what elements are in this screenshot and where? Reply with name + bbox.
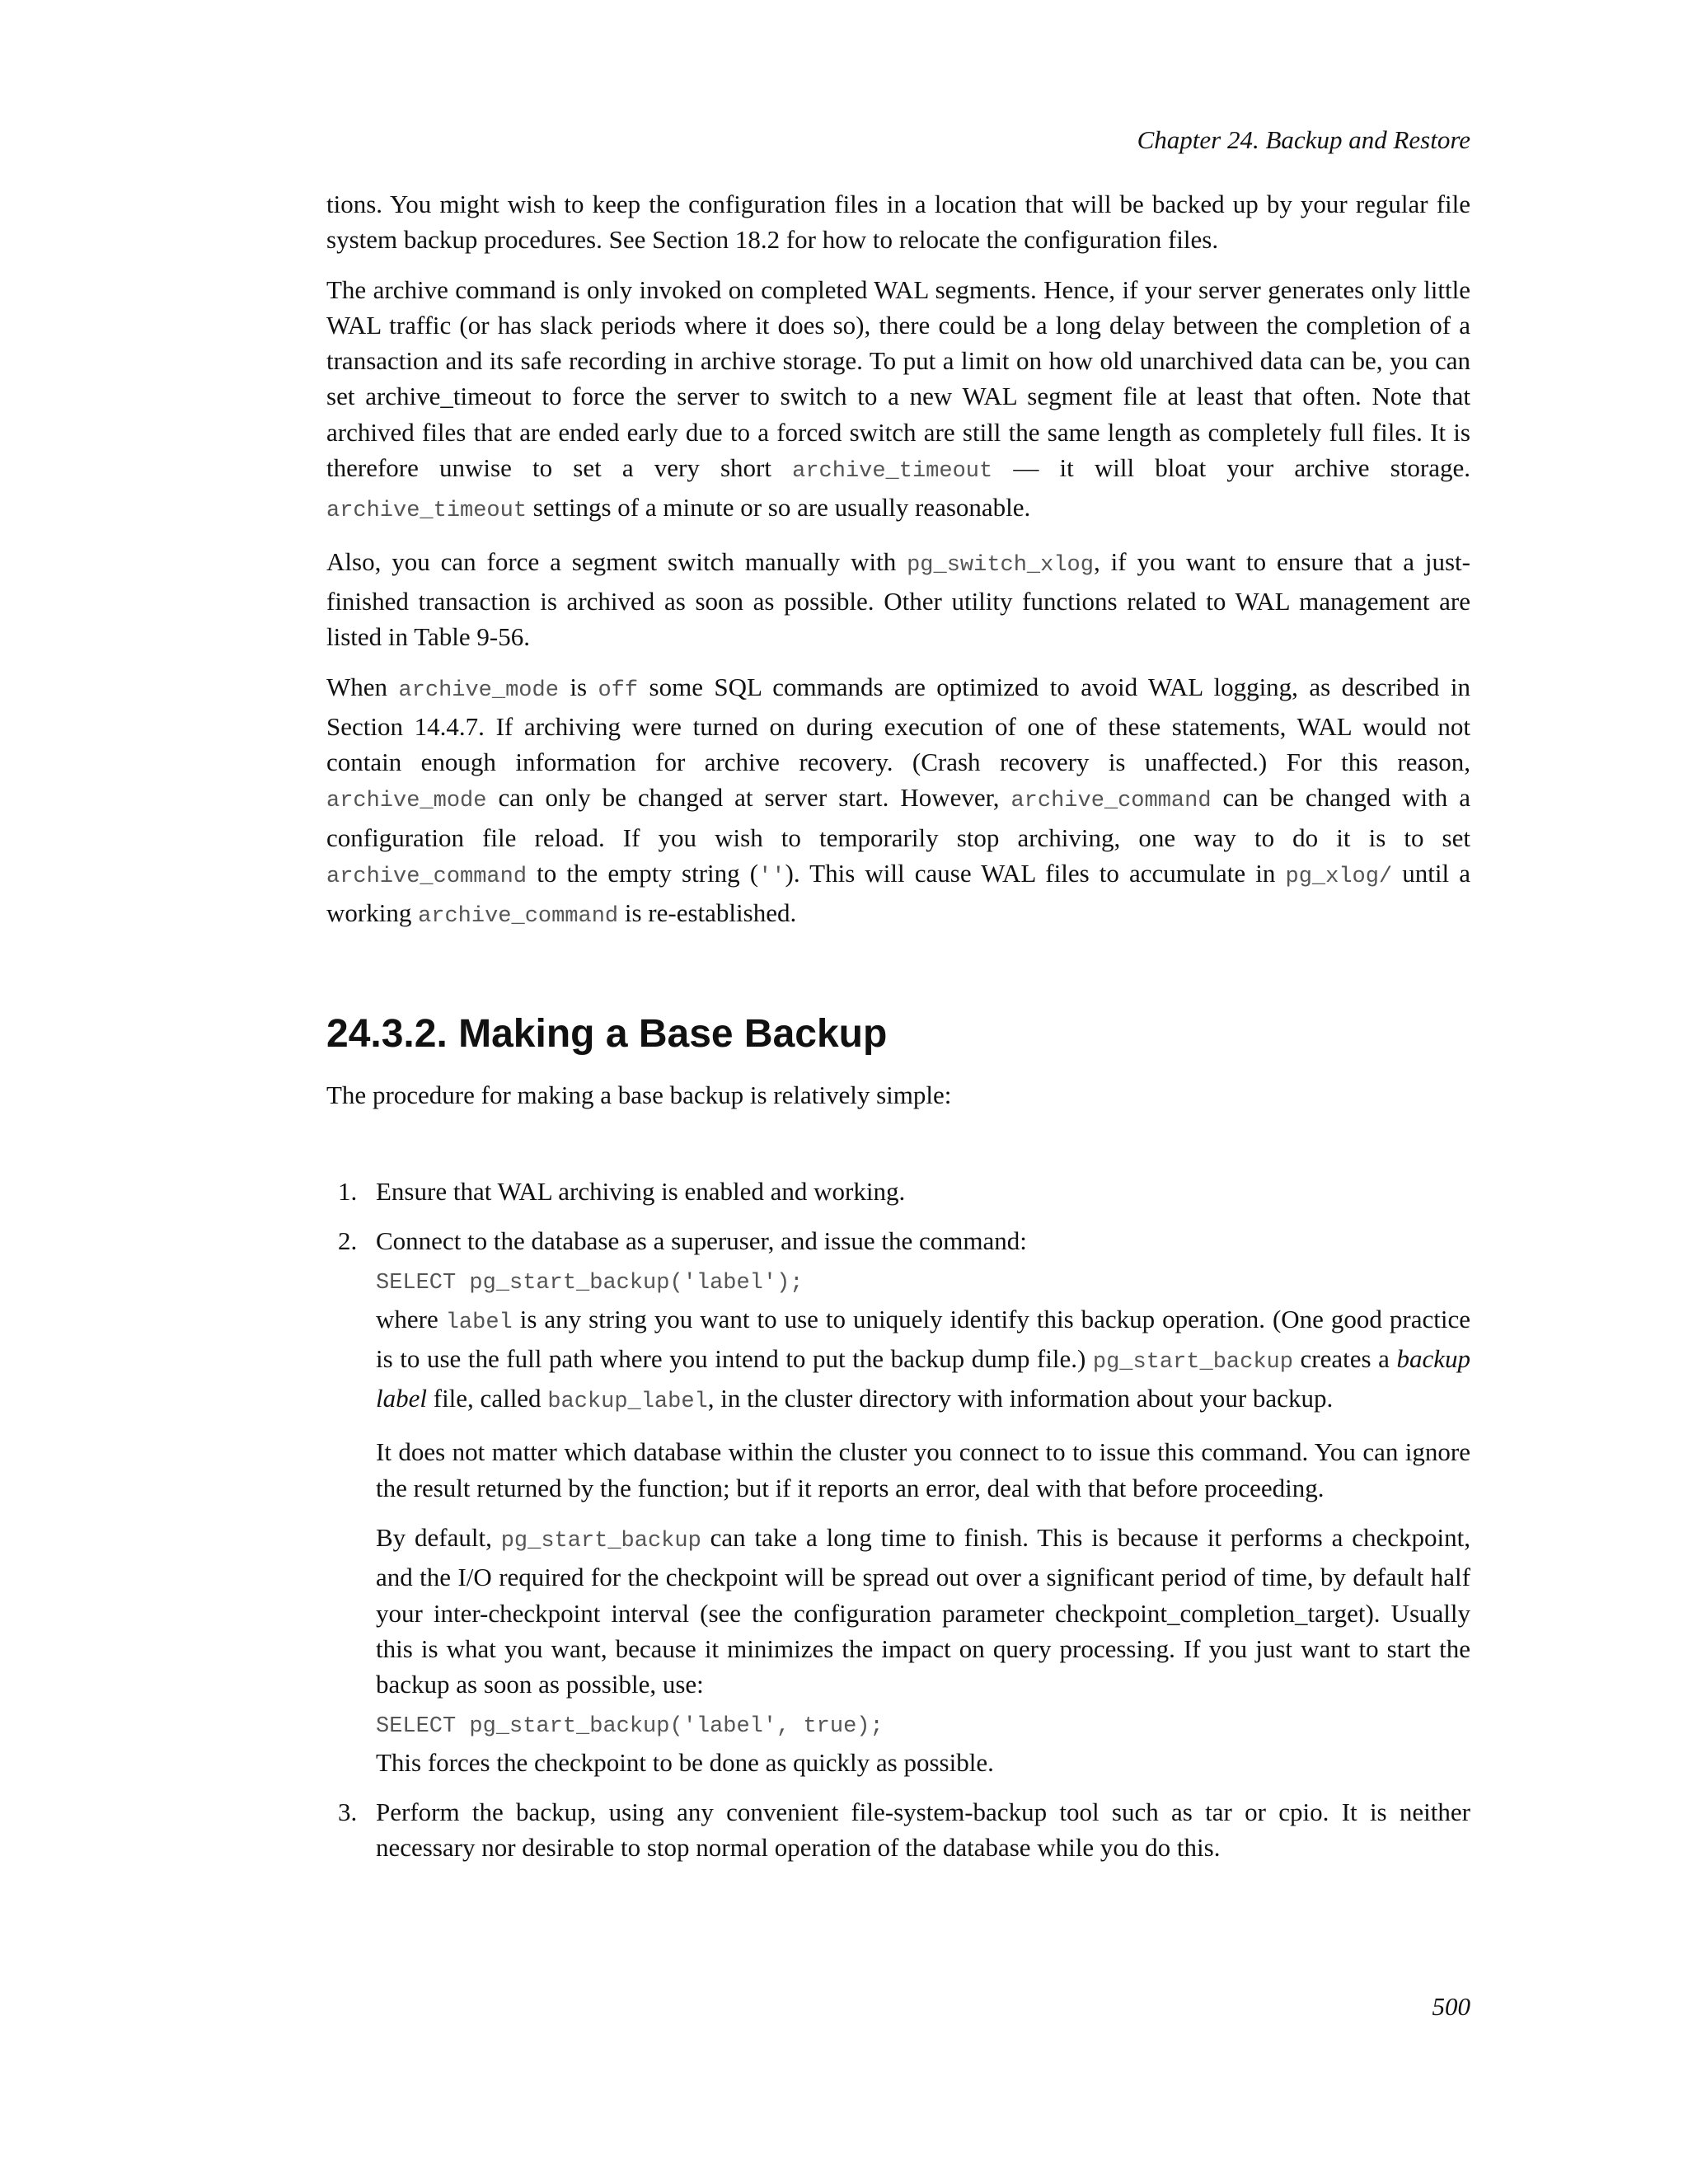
text-run: to the empty string ( bbox=[527, 859, 759, 888]
code-archive-mode: archive_mode bbox=[326, 789, 487, 814]
page-number: 500 bbox=[1432, 1992, 1470, 2021]
paragraph-config-files: tions. You might wish to keep the configuration files in a location that will be backed up by your regular file system backup procedures. See Section 18.2 for how to relocate the configuration files. bbox=[326, 190, 1470, 255]
text-run: file, called bbox=[427, 1384, 548, 1413]
text-run: is re-established. bbox=[618, 898, 797, 928]
list-item-step-1 bbox=[326, 1174, 1470, 1209]
text-run: The archive command is only invoked on completed WAL segments. Hence, if your server generates only little WAL traffic (or has slack periods where it does so), there could be a long delay between the completion of a transaction and its safe recording in archive storage. To put a limit on how old unarchived data can be, you can set archive_timeout to force the server to switch to a new WAL segment file at least that often. Note that archived files that are ended early due to a forced switch are still the same length as completely full files. It is therefore unwise to set a very short bbox=[326, 274, 1470, 483]
text-run: By default, bbox=[376, 1523, 501, 1553]
code-archive-timeout: archive_timeout bbox=[792, 459, 993, 485]
paragraph-checkpoint bbox=[376, 1520, 1470, 1702]
step-number: 2. bbox=[338, 1226, 358, 1256]
code-backup-label: backup_label bbox=[547, 1390, 708, 1415]
text-run: settings of a minute or so are usually reasonable. bbox=[527, 493, 1031, 523]
code-pg-start-backup: pg_start_backup bbox=[1092, 1349, 1293, 1375]
paragraph-segment-switch bbox=[326, 544, 1470, 655]
code-archive-mode: archive_mode bbox=[398, 677, 559, 703]
text-run: can only be changed at server start. However, bbox=[486, 783, 1011, 813]
text-run: is any string you want to use to uniquely identify this backup operation. (One good practice is to use the full path where you intend to put the backup dump file.) bbox=[376, 1304, 1470, 1373]
text-run: can be changed with a configuration file reload. If you wish to temporarily stop archiving, one way to do it is to set bbox=[326, 783, 1470, 852]
code-block-start-backup-fast: SELECT pg_start_backup('label', true); bbox=[376, 1713, 884, 1739]
text-run: where bbox=[376, 1304, 446, 1333]
paragraph-archive-timeout bbox=[326, 272, 1470, 530]
step-text: Perform the backup, using any convenient file-system-backup tool such as tar or cpio. It is neither necessary nor desirable to stop normal operation of the database while you do this. bbox=[376, 1797, 1470, 1863]
text-run: some SQL commands are optimized to avoid WAL logging, as described in Section 14.4.7. If archiving were turned on during execution of one of these statements, WAL would not contain enough information for archive recovery. (Crash recovery is unaffected.) For this reason, bbox=[326, 672, 1470, 777]
code-pg-xlog: pg_xlog/ bbox=[1285, 865, 1393, 890]
paragraph-archive-mode bbox=[326, 669, 1470, 935]
code-archive-timeout: archive_timeout bbox=[326, 499, 528, 524]
step-text: Ensure that WAL archiving is enabled and working. bbox=[376, 1176, 906, 1206]
step-text: Connect to the database as a superuser, and issue the command: bbox=[376, 1226, 1027, 1256]
code-off: off bbox=[598, 677, 639, 703]
emphasis-backup-label: backup label bbox=[376, 1343, 1470, 1413]
section-intro: The procedure for making a base backup is relatively simple: bbox=[326, 1080, 952, 1109]
text-run: When bbox=[326, 672, 399, 701]
step-number: 1. bbox=[338, 1176, 358, 1206]
code-archive-command: archive_command bbox=[1010, 789, 1212, 814]
step-number: 3. bbox=[338, 1797, 358, 1826]
list-item-step-3 bbox=[326, 1794, 1470, 1866]
page-content bbox=[326, 124, 1470, 1879]
code-archive-command: archive_command bbox=[326, 865, 528, 890]
text-run: , in the cluster directory with information about your backup. bbox=[707, 1384, 1334, 1413]
text-run: can take a long time to finish. This is because it performs a checkpoint, and the I/O required for the checkpoint will be spread out over a significant period of time, by default half your inter-checkpoint interval (see the configuration parameter checkpoint_completion_target). Usually this is what you want, because it minimizes the impact on query processing. If you just want to start the backup as soon as possible, use: bbox=[376, 1523, 1470, 1699]
code-pg-switch-xlog: pg_switch_xlog bbox=[907, 552, 1094, 578]
code-empty-string: '' bbox=[758, 865, 785, 890]
paragraph-which-database: It does not matter which database within the cluster you connect to to issue this command. You can ignore the result returned by the function; but if it reports an error, deal with that before proceeding. bbox=[376, 1437, 1470, 1502]
paragraph-forces-checkpoint: This forces the checkpoint to be done as quickly as possible. bbox=[376, 1747, 994, 1777]
text-run: ). This will cause WAL files to accumulate in bbox=[785, 859, 1286, 888]
code-block-start-backup: SELECT pg_start_backup('label'); bbox=[376, 1270, 804, 1296]
text-run: — it will bloat your archive storage. bbox=[992, 453, 1470, 483]
paragraph-label-explanation bbox=[376, 1301, 1470, 1421]
list-item-step-2 bbox=[326, 1223, 1470, 1780]
text-run: , if you want to ensure that a just-finished transaction is archived as soon as possible. Other utility functions related to WAL management are listed in Table 9-56. bbox=[326, 546, 1470, 652]
text-run: Also, you can force a segment switch manually with bbox=[326, 546, 907, 576]
code-archive-command: archive_command bbox=[418, 904, 619, 930]
text-run: until a working bbox=[326, 859, 1470, 928]
text-run: creates a bbox=[1292, 1343, 1397, 1373]
text-run: is bbox=[558, 672, 598, 701]
code-label: label bbox=[445, 1310, 513, 1335]
procedure-list bbox=[326, 1174, 1470, 1865]
running-header: Chapter 24. Backup and Restore bbox=[1137, 125, 1470, 154]
section-heading: 24.3.2. Making a Base Backup bbox=[326, 1011, 888, 1056]
code-pg-start-backup: pg_start_backup bbox=[500, 1529, 701, 1554]
